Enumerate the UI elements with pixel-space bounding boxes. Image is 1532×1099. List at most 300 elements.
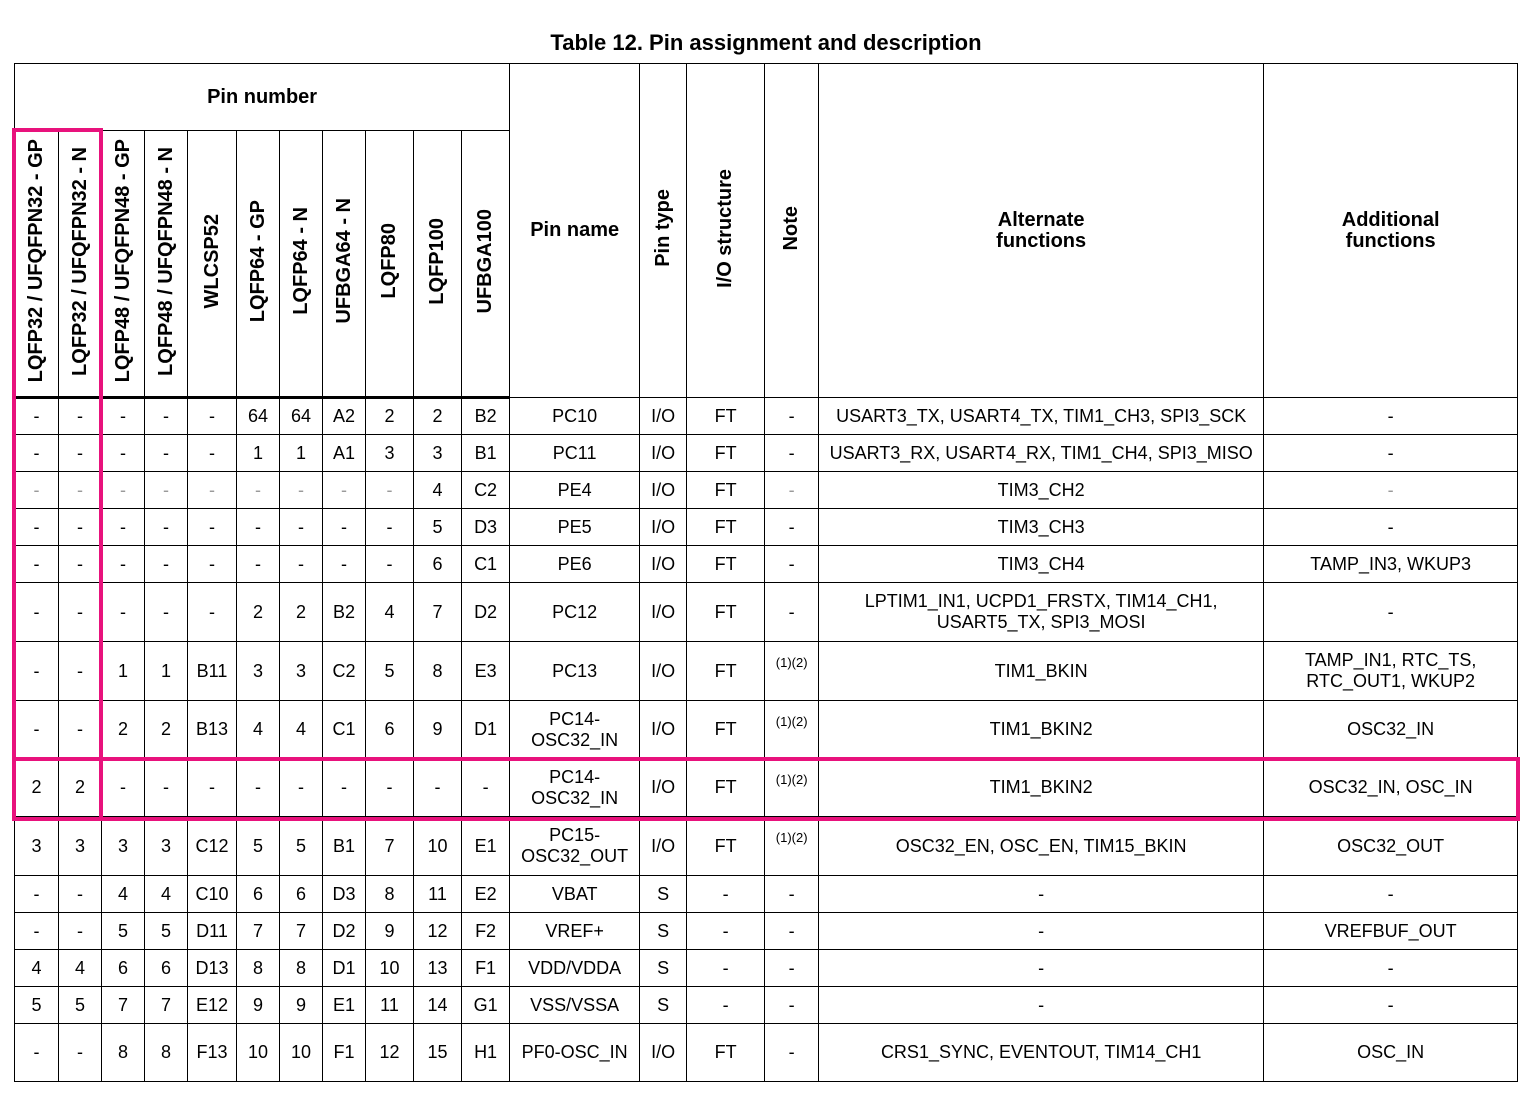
pin-name-cell: [510, 701, 640, 759]
note-cell: -: [765, 913, 819, 950]
pin-number-cell: -: [188, 398, 237, 435]
additional-functions-header-line2: functions: [1345, 229, 1436, 252]
pin-name-cell: [510, 472, 640, 509]
note-header-label: Note: [780, 205, 803, 251]
additional-functions-cell-line: OSC32_IN, OSC_IN: [1308, 777, 1473, 797]
pin-type-cell: I/O: [640, 472, 687, 509]
pin-number-cell: 2: [237, 583, 280, 642]
io-structure-header: [687, 64, 765, 398]
pin-number-cell: -: [59, 701, 102, 759]
pin-number-cell: -: [188, 472, 237, 509]
pin-name-cell: [510, 950, 640, 987]
pin-number-cell: D1: [323, 950, 366, 987]
pin-number-cell: 4: [15, 950, 59, 987]
table-row: [15, 546, 1518, 583]
pin-number-cell: E12: [188, 987, 237, 1024]
pin-number-cell: 11: [366, 987, 414, 1024]
pin-number-cell: F1: [462, 950, 510, 987]
pin-number-cell: 4: [59, 950, 102, 987]
alternate-functions-cell-line: TIM3_CH3: [997, 516, 1085, 537]
pin-number-cell: -: [59, 435, 102, 472]
pin-number-cell: 1: [145, 642, 188, 701]
alternate-functions-cell-line: TIM1_BKIN2: [989, 777, 1093, 797]
pin-name-cell-line: OSC32_IN: [531, 729, 619, 750]
note-cell: (1)(2): [765, 759, 819, 817]
additional-functions-cell: [1264, 987, 1518, 1024]
pin-number-cell: -: [323, 546, 366, 583]
pin-number-cell: -: [462, 759, 510, 817]
pin-type-cell: I/O: [640, 817, 687, 876]
pin-name-cell: [510, 987, 640, 1024]
pin-number-cell: 8: [366, 876, 414, 913]
pin-type-cell: S: [640, 913, 687, 950]
pin-name-cell-line: PC13: [552, 660, 598, 681]
pin-number-cell: -: [15, 1024, 59, 1082]
pin-number-cell: 6: [280, 876, 323, 913]
pin-number-cell: 5: [237, 817, 280, 876]
pin-number-cell: C1: [323, 701, 366, 759]
alternate-functions-cell-line: USART5_TX, SPI3_MOSI: [936, 612, 1146, 632]
pin-number-cell: 7: [414, 583, 462, 642]
pin-number-cell: A2: [323, 398, 366, 435]
additional-functions-cell: [1264, 759, 1518, 817]
package-label: LQFP32 / UFQFPN32 - N: [68, 146, 91, 376]
pin-name-header: Pin name: [510, 64, 640, 398]
table-row: [15, 642, 1518, 701]
alternate-functions-cell-line: LPTIM1_IN1, UCPD1_FRSTX, TIM14_CH1,: [864, 591, 1218, 611]
pin-number-cell: -: [102, 583, 145, 642]
pin-number-cell: -: [280, 759, 323, 817]
pin-number-cell: 4: [366, 583, 414, 642]
additional-functions-cell-line: -: [1387, 883, 1394, 904]
pin-number-cell: -: [15, 701, 59, 759]
pin-number-cell: C1: [462, 546, 510, 583]
package-header: [102, 131, 145, 398]
note-cell: -: [765, 472, 819, 509]
pin-number-cell: B1: [462, 435, 510, 472]
pin-number-cell: 5: [280, 817, 323, 876]
additional-functions-cell: [1264, 950, 1518, 987]
package-label: UFBGA100: [474, 208, 497, 314]
pin-number-cell: -: [237, 759, 280, 817]
table-row: [15, 701, 1518, 759]
pin-type-cell: S: [640, 950, 687, 987]
note-header: [765, 64, 819, 398]
pin-number-cell: 15: [414, 1024, 462, 1082]
additional-functions-cell-line: -: [1387, 516, 1394, 537]
pin-name-cell-line: VDD/VDDA: [528, 957, 622, 978]
pin-number-cell: 7: [145, 987, 188, 1024]
pin-number-cell: 3: [280, 642, 323, 701]
pin-name-cell: [510, 642, 640, 701]
pin-number-cell: -: [15, 435, 59, 472]
table-row: [15, 1024, 1518, 1082]
alternate-functions-cell: [819, 701, 1264, 759]
pin-number-cell: -: [59, 642, 102, 701]
package-header: [59, 131, 102, 398]
pin-type-cell: I/O: [640, 435, 687, 472]
additional-functions-cell-line: -: [1387, 994, 1394, 1015]
alternate-functions-cell-line: CRS1_SYNC, EVENTOUT, TIM14_CH1: [880, 1042, 1202, 1062]
additional-functions-cell-line: OSC32_OUT: [1337, 835, 1445, 856]
pin-number-cell: -: [280, 546, 323, 583]
alternate-functions-cell: [819, 950, 1264, 987]
pin-number-cell: 3: [15, 817, 59, 876]
additional-functions-cell: [1264, 817, 1518, 876]
io-structure-cell: FT: [687, 759, 765, 817]
additional-functions-cell: [1264, 472, 1518, 509]
pin-number-header: Pin number: [15, 64, 510, 131]
pin-number-cell: -: [188, 435, 237, 472]
pin-number-cell: 6: [366, 701, 414, 759]
header-row-top: [15, 64, 1518, 131]
additional-functions-cell: [1264, 509, 1518, 546]
pin-number-cell: 2: [280, 583, 323, 642]
table-row: [15, 509, 1518, 546]
pin-name-cell-line: VBAT: [551, 883, 598, 904]
note-cell: -: [765, 583, 819, 642]
package-header: [366, 131, 414, 398]
package-header: [237, 131, 280, 398]
pin-number-cell: 4: [280, 701, 323, 759]
pin-number-cell: 10: [414, 817, 462, 876]
pin-number-cell: 6: [145, 950, 188, 987]
note-cell: -: [765, 435, 819, 472]
pin-number-cell: 8: [414, 642, 462, 701]
alternate-functions-cell: [819, 642, 1264, 701]
pin-number-cell: A1: [323, 435, 366, 472]
pin-number-cell: D3: [462, 509, 510, 546]
pin-number-cell: -: [323, 509, 366, 546]
pin-number-cell: 10: [280, 1024, 323, 1082]
pin-name-cell-line: PC10: [552, 405, 598, 426]
pin-number-cell: -: [414, 759, 462, 817]
package-header: [145, 131, 188, 398]
alternate-functions-cell: [819, 913, 1264, 950]
pin-type-cell: I/O: [640, 546, 687, 583]
table-row: [15, 583, 1518, 642]
pin-number-cell: -: [15, 509, 59, 546]
additional-functions-cell: [1264, 398, 1518, 435]
pin-number-cell: -: [102, 509, 145, 546]
pin-number-cell: -: [15, 876, 59, 913]
io-structure-cell: -: [687, 987, 765, 1024]
pin-name-cell-line: PC12: [552, 601, 598, 622]
alternate-functions-header-line1: Alternate: [997, 208, 1085, 231]
io-structure-cell: FT: [687, 435, 765, 472]
pin-number-cell: 10: [366, 950, 414, 987]
pin-number-cell: -: [366, 546, 414, 583]
additional-functions-cell-line: -: [1387, 479, 1394, 500]
pin-number-cell: -: [102, 472, 145, 509]
package-label: WLCSP52: [200, 213, 223, 309]
alternate-functions-cell-line: TIM3_CH2: [997, 479, 1085, 500]
pin-number-cell: 12: [366, 1024, 414, 1082]
pin-type-cell: I/O: [640, 642, 687, 701]
additional-functions-cell-line: -: [1387, 442, 1394, 463]
package-header: [414, 131, 462, 398]
pin-name-cell-line: PC14-: [549, 766, 601, 787]
alternate-functions-cell-line: -: [1038, 957, 1045, 978]
pin-name-cell: [510, 876, 640, 913]
note-cell: (1)(2): [765, 642, 819, 701]
alternate-functions-cell: [819, 817, 1264, 876]
table-row: [15, 817, 1518, 876]
pin-number-cell: -: [102, 759, 145, 817]
pin-number-cell: -: [145, 509, 188, 546]
pin-number-cell: 5: [414, 509, 462, 546]
note-cell: (1)(2): [765, 701, 819, 759]
pin-number-cell: -: [102, 398, 145, 435]
alternate-functions-cell: [819, 987, 1264, 1024]
pin-number-cell: 3: [145, 817, 188, 876]
pin-number-cell: 8: [102, 1024, 145, 1082]
pin-number-cell: F1: [323, 1024, 366, 1082]
note-cell: (1)(2): [765, 817, 819, 876]
io-structure-cell: FT: [687, 583, 765, 642]
pin-number-cell: E3: [462, 642, 510, 701]
pin-number-cell: C2: [323, 642, 366, 701]
alternate-functions-cell-line: -: [1038, 920, 1045, 941]
pin-type-cell: I/O: [640, 583, 687, 642]
io-structure-cell: -: [687, 876, 765, 913]
pin-number-cell: -: [102, 435, 145, 472]
note-cell: -: [765, 950, 819, 987]
alternate-functions-cell-line: TIM3_CH4: [997, 553, 1085, 574]
pin-number-cell: B1: [323, 817, 366, 876]
pin-number-cell: -: [59, 583, 102, 642]
alternate-functions-cell: [819, 509, 1264, 546]
pin-number-cell: 7: [366, 817, 414, 876]
alternate-functions-cell: [819, 1024, 1264, 1082]
additional-functions-cell-line: OSC32_IN: [1347, 719, 1435, 739]
pin-number-cell: 1: [102, 642, 145, 701]
pin-name-cell: [510, 1024, 640, 1082]
pin-number-cell: 11: [414, 876, 462, 913]
note-cell: -: [765, 876, 819, 913]
pin-name-cell: [510, 817, 640, 876]
pin-number-cell: D3: [323, 876, 366, 913]
pin-number-cell: 8: [280, 950, 323, 987]
pin-number-cell: -: [15, 398, 59, 435]
pin-name-cell-line: VREF+: [545, 920, 604, 941]
pin-number-cell: -: [15, 583, 59, 642]
pin-number-cell: E2: [462, 876, 510, 913]
package-header: [462, 131, 510, 398]
io-structure-cell: FT: [687, 509, 765, 546]
pin-number-cell: -: [145, 583, 188, 642]
alternate-functions-header-line2: functions: [996, 229, 1087, 252]
pin-number-cell: F2: [462, 913, 510, 950]
pin-number-cell: 12: [414, 913, 462, 950]
io-structure-cell: -: [687, 950, 765, 987]
pin-number-cell: 2: [15, 759, 59, 817]
pin-name-cell: [510, 509, 640, 546]
io-structure-cell: FT: [687, 701, 765, 759]
additional-functions-header: [1264, 64, 1518, 398]
pin-number-cell: 1: [280, 435, 323, 472]
alternate-functions-cell: [819, 876, 1264, 913]
table-row: [15, 950, 1518, 987]
pin-name-cell: [510, 759, 640, 817]
pin-number-cell: -: [15, 913, 59, 950]
pin-number-cell: -: [59, 546, 102, 583]
package-label: LQFP32 / UFQFPN32 - GP: [25, 139, 47, 383]
pin-number-cell: D13: [188, 950, 237, 987]
io-structure-cell: -: [687, 913, 765, 950]
pin-number-cell: 4: [145, 876, 188, 913]
additional-functions-cell: [1264, 435, 1518, 472]
pin-number-cell: 5: [366, 642, 414, 701]
io-structure-cell: FT: [687, 546, 765, 583]
package-label: LQFP64 - N: [289, 207, 312, 315]
table-row: [15, 435, 1518, 472]
pin-number-cell: -: [323, 472, 366, 509]
note-cell: -: [765, 398, 819, 435]
pin-number-cell: -: [59, 876, 102, 913]
alternate-functions-header: [819, 64, 1264, 398]
pin-number-cell: -: [280, 509, 323, 546]
additional-functions-cell: [1264, 642, 1518, 701]
pin-number-cell: 6: [102, 950, 145, 987]
pin-number-cell: -: [188, 509, 237, 546]
pin-number-cell: -: [145, 435, 188, 472]
pin-number-cell: -: [145, 759, 188, 817]
pin-number-cell: -: [280, 472, 323, 509]
additional-functions-cell-line: OSC_IN: [1357, 1042, 1425, 1062]
pin-type-header-label: Pin type: [651, 189, 674, 267]
package-label: LQFP48 / UFQFPN48 - GP: [111, 139, 134, 383]
pin-name-cell-line: PC14-: [549, 708, 601, 729]
table-row: [15, 913, 1518, 950]
pin-number-cell: -: [366, 472, 414, 509]
alternate-functions-cell-line: -: [1038, 883, 1045, 904]
pin-number-cell: -: [59, 398, 102, 435]
pin-name-cell-line: OSC32_IN: [531, 787, 619, 808]
pin-number-cell: 5: [145, 913, 188, 950]
alternate-functions-cell: [819, 583, 1264, 642]
pin-number-cell: -: [237, 472, 280, 509]
pin-number-cell: C2: [462, 472, 510, 509]
alternate-functions-cell-line: -: [1038, 994, 1045, 1015]
pin-number-cell: 3: [59, 817, 102, 876]
pin-type-cell: S: [640, 876, 687, 913]
additional-functions-cell-line: -: [1387, 957, 1394, 978]
pin-number-cell: -: [15, 472, 59, 509]
pin-type-cell: I/O: [640, 1024, 687, 1082]
pin-number-cell: 64: [237, 398, 280, 435]
alternate-functions-cell: [819, 472, 1264, 509]
package-label: LQFP80: [378, 223, 400, 299]
pin-number-cell: 10: [237, 1024, 280, 1082]
alternate-functions-cell-line: TIM1_BKIN: [994, 660, 1088, 681]
package-header: [280, 131, 323, 398]
table-row: [15, 398, 1518, 435]
additional-functions-cell: [1264, 583, 1518, 642]
pin-number-cell: -: [323, 759, 366, 817]
alternate-functions-cell: [819, 435, 1264, 472]
pin-number-cell: -: [237, 546, 280, 583]
alternate-functions-cell-line: USART3_TX, USART4_TX, TIM1_CH3, SPI3_SCK: [836, 405, 1247, 426]
io-structure-cell: FT: [687, 817, 765, 876]
pin-name-cell-line: PC11: [552, 442, 597, 463]
pin-number-cell: 2: [59, 759, 102, 817]
pin-number-cell: -: [366, 509, 414, 546]
additional-functions-cell: [1264, 546, 1518, 583]
pin-table-body: [15, 398, 1518, 1082]
note-cell: -: [765, 546, 819, 583]
pin-number-cell: 4: [237, 701, 280, 759]
package-label: LQFP48 / UFQFPN48 - N: [154, 146, 177, 376]
pin-number-cell: 3: [414, 435, 462, 472]
alternate-functions-cell: [819, 759, 1264, 817]
pin-number-cell: 7: [237, 913, 280, 950]
pin-number-cell: D2: [323, 913, 366, 950]
pin-number-cell: -: [188, 546, 237, 583]
pin-name-cell-line: PE6: [557, 553, 592, 574]
additional-functions-cell: [1264, 913, 1518, 950]
additional-functions-cell-line: TAMP_IN1, RTC_TS,: [1304, 650, 1477, 670]
pin-number-cell: -: [15, 546, 59, 583]
pin-number-cell: F13: [188, 1024, 237, 1082]
additional-functions-cell: [1264, 701, 1518, 759]
pin-type-cell: I/O: [640, 701, 687, 759]
pin-assignment-table: [14, 63, 1518, 1082]
io-structure-header-label: I/O structure: [714, 168, 737, 288]
pin-number-cell: -: [59, 472, 102, 509]
pin-number-cell: 4: [102, 876, 145, 913]
pin-name-cell: [510, 583, 640, 642]
pin-number-cell: B2: [323, 583, 366, 642]
package-header: [15, 131, 59, 398]
pin-number-cell: C10: [188, 876, 237, 913]
pin-name-cell-line: PE4: [557, 479, 592, 500]
pin-number-cell: -: [145, 398, 188, 435]
pin-number-cell: D2: [462, 583, 510, 642]
additional-functions-cell-line: TAMP_IN3, WKUP3: [1310, 553, 1471, 574]
pin-number-cell: 5: [15, 987, 59, 1024]
additional-functions-cell-line: RTC_OUT1, WKUP2: [1306, 671, 1475, 691]
pin-number-cell: 2: [366, 398, 414, 435]
pin-number-cell: 3: [237, 642, 280, 701]
table-row: [15, 472, 1518, 509]
io-structure-cell: FT: [687, 472, 765, 509]
pin-number-cell: 9: [237, 987, 280, 1024]
pin-name-cell-line: OSC32_OUT: [521, 846, 629, 866]
pin-number-cell: -: [59, 1024, 102, 1082]
package-header: [188, 131, 237, 398]
io-structure-cell: FT: [687, 642, 765, 701]
note-cell: -: [765, 987, 819, 1024]
additional-functions-cell: [1264, 876, 1518, 913]
package-header: [323, 131, 366, 398]
pin-number-cell: 4: [414, 472, 462, 509]
pin-number-cell: 13: [414, 950, 462, 987]
pin-type-cell: I/O: [640, 759, 687, 817]
pin-type-cell: S: [640, 987, 687, 1024]
pin-name-cell-line: VSS/VSSA: [530, 994, 620, 1015]
pin-number-cell: -: [145, 472, 188, 509]
pin-number-cell: D1: [462, 701, 510, 759]
pin-number-cell: -: [15, 642, 59, 701]
alternate-functions-cell: [819, 546, 1264, 583]
pin-name-cell-line: PE5: [557, 516, 592, 537]
pin-number-cell: E1: [323, 987, 366, 1024]
alternate-functions-cell-line: TIM1_BKIN2: [989, 719, 1093, 739]
table-title: Table 12. Pin assignment and description: [550, 30, 982, 55]
additional-functions-cell-line: VREFBUF_OUT: [1324, 920, 1457, 941]
pin-number-cell: -: [237, 509, 280, 546]
